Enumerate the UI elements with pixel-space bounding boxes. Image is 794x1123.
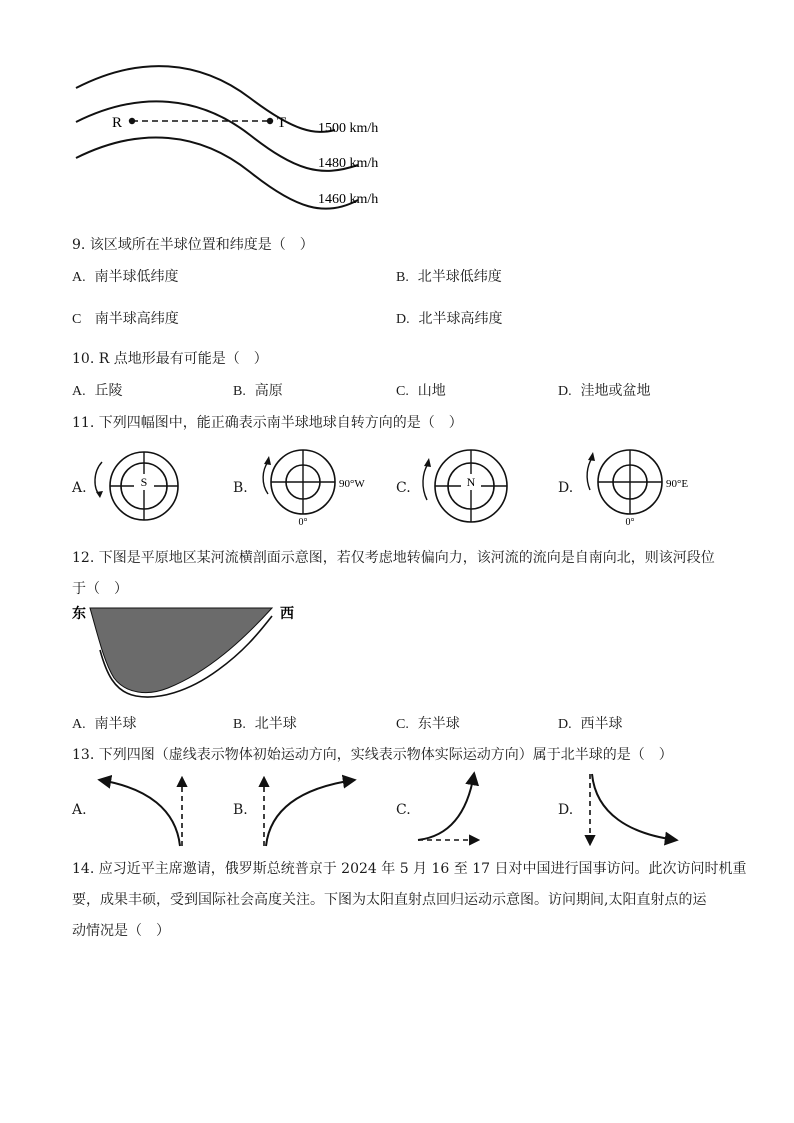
q10-option-a-letter: A.: [72, 384, 86, 399]
isoline-1480: [76, 101, 358, 170]
q9-option-c-text: 南半球高纬度: [94, 311, 179, 327]
q14-line1: 14. 应习近平主席邀请，俄罗斯总统普京于 2024 年 5 月 16 至 17 日对中国进行国事访问。此次访问时机重: [72, 861, 747, 877]
q13-option-d-figure[interactable]: [580, 770, 690, 850]
q11-option-b-letter[interactable]: B.: [233, 480, 248, 496]
q12-option-b-text: 北半球: [254, 716, 297, 732]
q13-option-c-letter[interactable]: C.: [396, 802, 411, 818]
q12-option-d-text: 西半球: [580, 716, 623, 732]
river-cross-section-figure: [68, 600, 308, 702]
q9-option-c[interactable]: [72, 308, 179, 328]
q11-b-arrow-icon: [263, 462, 268, 494]
q10-option-d[interactable]: [558, 380, 651, 400]
q11-option-c-letter[interactable]: C.: [396, 480, 411, 496]
q11-d-side-label: 90°E: [666, 478, 689, 490]
q11-b-bottom-label: 0°: [298, 517, 308, 528]
q13-a-solid-arrow: [100, 780, 180, 846]
q12-stem-line2: 于（ ）: [72, 581, 128, 597]
q13-stem: 13. 下列四图（虚线表示物体初始运动方向，实线表示物体实际运动方向）属于北半球的是（ ）: [72, 747, 673, 763]
q11-option-a-letter[interactable]: A.: [72, 480, 87, 496]
q10-option-c-text: 山地: [417, 383, 446, 399]
q9-option-b[interactable]: [396, 266, 502, 286]
q10-option-a-text: 丘陵: [94, 383, 123, 399]
q13-d-solid-arrow: [592, 774, 676, 840]
q12-option-d[interactable]: [558, 713, 623, 733]
q9-option-b-text: 北半球低纬度: [417, 269, 502, 285]
q10-option-b[interactable]: [233, 380, 283, 400]
isoline-1480-label: 1480 km/h: [318, 156, 379, 171]
q12-option-c-letter: C.: [396, 717, 409, 732]
q13-option-b-figure[interactable]: [250, 770, 370, 850]
q13-option-c-figure[interactable]: [412, 770, 492, 850]
q13-option-d-letter[interactable]: D.: [558, 802, 574, 818]
q13-option-a-letter[interactable]: A.: [72, 802, 87, 818]
q9-stem: 9. 该区域所在半球位置和纬度是（ ）: [72, 237, 314, 253]
q9-option-a-text: 南半球低纬度: [94, 269, 179, 285]
q12-option-d-letter: D.: [558, 717, 572, 732]
q12-option-a-letter: A.: [72, 717, 86, 732]
east-label: 东: [72, 607, 86, 622]
q12-option-b[interactable]: [233, 713, 297, 733]
q9-option-d-text: 北半球高纬度: [418, 311, 503, 327]
q10-option-d-text: 洼地或盆地: [580, 383, 651, 399]
point-r-dot: [129, 118, 135, 124]
q9-option-a-letter: A.: [72, 270, 86, 285]
q12-stem-line1: 12. 下图是平原地区某河流横剖面示意图，若仅考虑地转偏向力，该河流的流向是自南向北，则该河段位: [72, 550, 715, 566]
q9-option-d[interactable]: [396, 308, 503, 328]
q11-a-arrow-icon: [95, 462, 102, 496]
q11-a-pole-label: S: [140, 475, 148, 489]
q9-option-d-letter: D.: [396, 312, 410, 327]
q9-option-c-letter: C: [72, 312, 82, 327]
speed-isoline-figure: [60, 60, 420, 230]
q10-option-c[interactable]: [396, 380, 446, 400]
q11-b-side-label: 90°W: [339, 478, 365, 490]
q13-b-solid-arrow: [266, 780, 354, 846]
q11-option-b-figure[interactable]: [255, 448, 385, 528]
west-label: 西: [280, 607, 294, 622]
q10-option-b-text: 高原: [254, 383, 283, 399]
q12-option-b-letter: B.: [233, 717, 246, 732]
q11-c-arrow-icon: [423, 464, 428, 500]
q11-option-c-figure[interactable]: [415, 448, 515, 528]
q12-option-c-text: 东半球: [417, 716, 460, 732]
river-water: [90, 608, 272, 693]
q12-option-a[interactable]: [72, 713, 137, 733]
q11-d-arrow-icon: [587, 458, 592, 490]
point-t-label: T: [277, 115, 287, 131]
q14-line3: 动情况是（ ）: [72, 923, 170, 939]
isoline-1460-label: 1460 km/h: [318, 192, 379, 207]
q13-c-solid-arrow: [418, 774, 474, 840]
q11-stem: 11. 下列四幅图中，能正确表示南半球地球自转方向的是（ ）: [72, 415, 463, 431]
q12-option-c[interactable]: [396, 713, 460, 733]
q11-option-d-letter[interactable]: D.: [558, 480, 574, 496]
q11-d-bottom-label: 0°: [625, 517, 635, 528]
q10-option-d-letter: D.: [558, 384, 572, 399]
q9-option-a[interactable]: [72, 266, 179, 286]
point-t-dot: [267, 118, 273, 124]
q13-option-b-letter[interactable]: B.: [233, 802, 248, 818]
q12-option-a-text: 南半球: [94, 716, 137, 732]
q11-option-a-figure[interactable]: [90, 448, 190, 528]
q9-option-b-letter: B.: [396, 270, 409, 285]
q11-option-d-figure[interactable]: [582, 448, 712, 528]
point-r-label: R: [112, 115, 123, 131]
q11-c-pole-label: N: [466, 475, 476, 489]
q10-option-b-letter: B.: [233, 384, 246, 399]
q10-stem: 10. R 点地形最有可能是（ ）: [72, 351, 268, 367]
isoline-1500-label: 1500 km/h: [318, 121, 379, 136]
q10-option-c-letter: C.: [396, 384, 409, 399]
q10-option-a[interactable]: [72, 380, 123, 400]
isoline-1460: [76, 137, 358, 208]
q13-option-a-figure[interactable]: [88, 770, 208, 850]
q14-line2: 要，成果丰硕，受到国际社会高度关注。下图为太阳直射点回归运动示意图。访问期间,太阳直射点的运: [72, 892, 707, 908]
